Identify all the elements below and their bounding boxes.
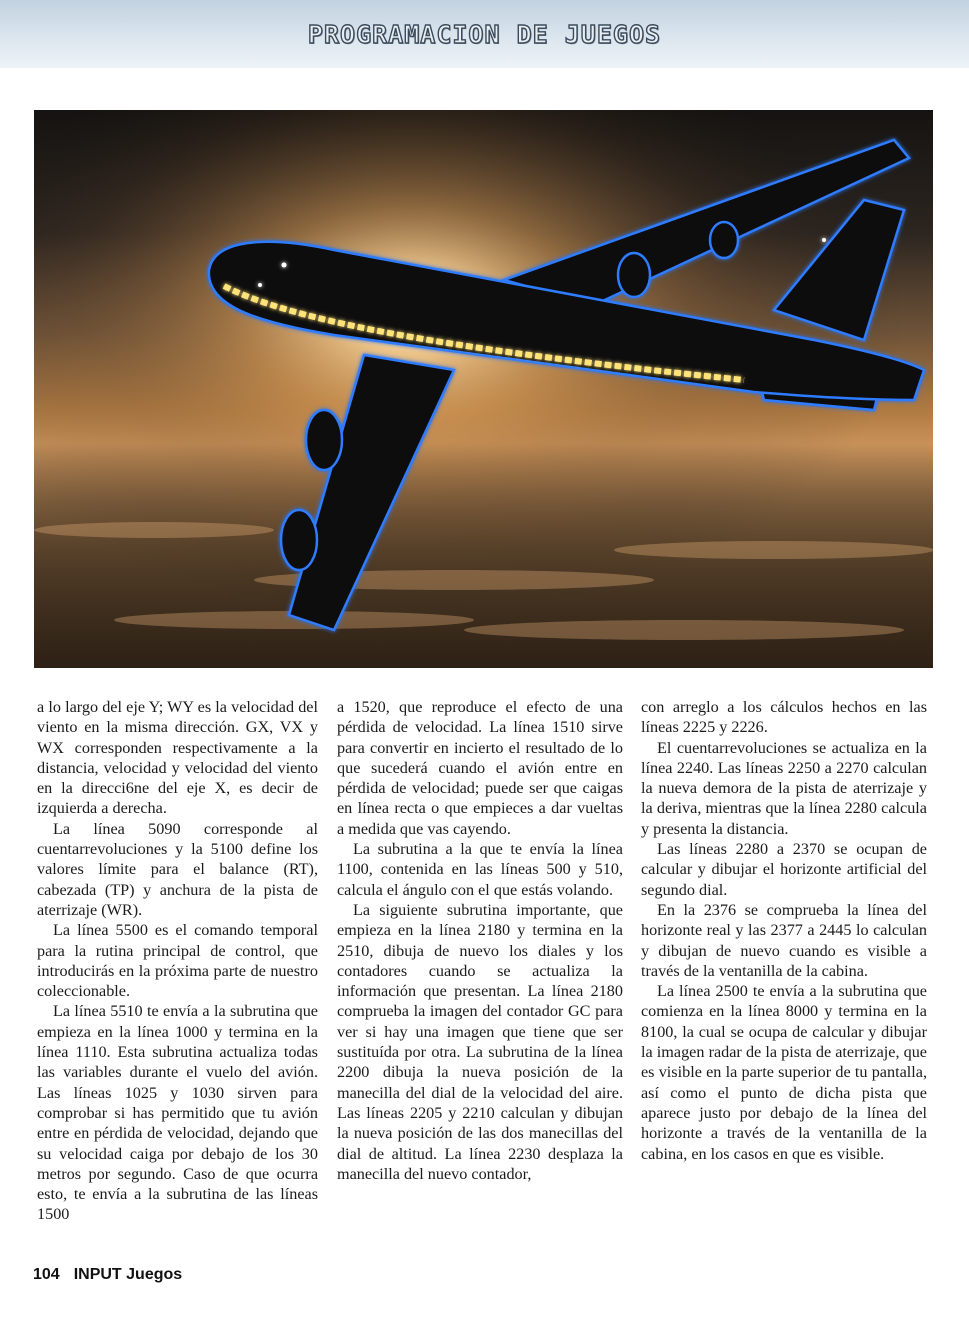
text-column-2 (337, 697, 623, 1184)
paragraph: El cuentarrevoluciones se actualiza en la línea 2240. Las líneas 2250 a 2270 calculan la nueva demora de la pista de aterrizaje y la deriva, mientras que la línea 2280 calcula y presenta la distancia. (641, 738, 927, 838)
publication-name: INPUT Juegos (73, 1266, 183, 1283)
page-number: 104 (33, 1266, 60, 1283)
paragraph: En la 2376 se comprueba la línea del horizonte real y las 2377 a 2445 lo calculan y dibujan de nuevo cuando es visible a través de la ventanilla de la cabina. (641, 900, 927, 980)
paragraph: La línea 5500 es el comando temporal para la rutina principal de control, que introducirás en la próxima parte de nuestro coleccionable. (37, 921, 318, 1001)
paragraph: La subrutina a la que te envía la línea 1100, contenida en las líneas 500 y 510, calcula el ángulo con el que estás volando. (337, 840, 623, 899)
paragraph: La siguiente subrutina importante, que empieza en la línea 2180 y termina en la 2510, dibuja de nuevo los diales y los contadores cuando se actualiza la información que presentan. La línea 2180 comprueba la imagen del contador GC para ver si hay una imagen que tiene que ser sustituída por otra. La subrutina de la línea 2200 dibuja la nueva posición de la manecilla del dial de la velocidad del aire. Las líneas 2205 y 2210 calculan y dibujan la nueva posición de las dos manecillas del dial de altitud. La línea 2230 desplaza la manecilla del nuevo contador, (337, 900, 623, 1183)
paragraph: La línea 5510 te envía a la subrutina que empieza en la línea 1000 y termina en la línea 1110. Esta subrutina actualiza todas las variables durante el vuelo del avión. Las líneas 1025 y 1030 sirven para comprobar si has permitido que tu avión entre en pérdida de velocidad, dejando que su velocidad caiga por debajo de los 30 metros por segundo. Caso de que ocurra esto, te envía a la subrutina de las líneas 1500 (37, 1002, 318, 1224)
section-title: PROGRAMACION DE JUEGOS (307, 20, 662, 49)
text-column-3 (641, 697, 927, 1164)
airplane-icon (34, 110, 933, 668)
paragraph: a lo largo del eje Y; WY es la velocidad del viento en la misma dirección. GX, VX y WX corresponden respectivamente a la distancia, velocidad y velocidad del viento en la direcci6ne del eje X, es decir de izquierda a derecha. (37, 698, 318, 818)
paragraph: La línea 2500 te envía a la subrutina que comienza en la línea 8000 y termina en la 8100, la cual se ocupa de calcular y dibujar la imagen radar de la pista de aterrizaje, que es visible en la parte superior de tu pantalla, así como el punto de dicha pista que aparece justo por debajo de la línea del horizonte a través de la ventanilla de la cabina, en los casos en que es visible. (641, 982, 927, 1163)
paragraph: La línea 5090 corresponde al cuentarrevoluciones y la 5100 define los valores límite para el balance (RT), cabezada (TP) y anchura de la pista de aterrizaje (WR). (37, 819, 318, 919)
paragraph: con arreglo a los cálculos hechos en las líneas 2225 y 2226. (641, 698, 927, 737)
paragraph: a 1520, que reproduce el efecto de una pérdida de velocidad. La línea 1510 sirve para convertir en incierto el resultado de lo que sucederá cuando el avión entre en pérdida de velocidad; puede ser que caigas en línea recta o que empieces a dar vueltas a medida que vas cayendo. (337, 698, 623, 838)
text-column-1 (37, 697, 318, 1225)
airplane-illustration (34, 110, 933, 668)
page-footer (33, 1266, 182, 1284)
paragraph: Las líneas 2280 a 2370 se ocupan de calcular y dibujar el horizonte artificial del segundo dial. (641, 840, 927, 899)
